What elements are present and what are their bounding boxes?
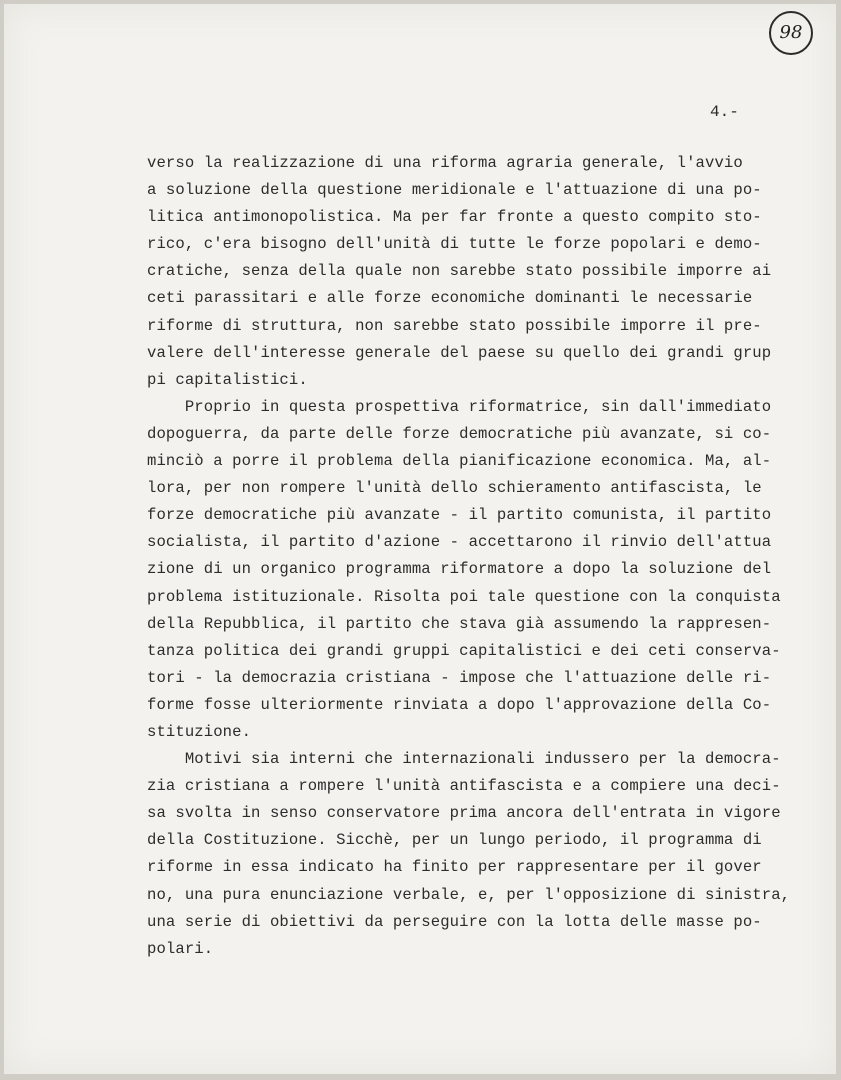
paragraph-2-line: forme fosse ulteriormente rinviata a dopo l'approvazione della Co- [147, 695, 772, 714]
paragraph-2-line: forze democratiche più avanzate - il partito comunista, il partito [147, 506, 772, 525]
paragraph-2-line: tanza politica dei grandi gruppi capitalistici e dei ceti conserva- [147, 641, 781, 660]
paragraph-2-line: dopoguerra, da parte delle forze democratiche più avanzate, si co- [147, 424, 772, 443]
paragraph-3-line: sa svolta in senso conservatore prima ancora dell'entrata in vigore [147, 804, 781, 823]
paragraph-1-line: cratiche, senza della quale non sarebbe stato possibile imporre ai [147, 262, 772, 281]
paragraph-1-line: ceti parassitari e alle forze economiche dominanti le necessarie [147, 289, 753, 308]
paragraph-2-line: della Repubblica, il partito che stava già assumendo la rappresen- [147, 614, 772, 633]
page-number: 4.- [710, 103, 739, 121]
paragraph-3-line: Motivi sia interni che internazionali indussero per la democra- [147, 750, 781, 769]
paragraph-2-line: stituzione. [147, 722, 252, 741]
paragraph-2-line: problema istituzionale. Risolta poi tale questione con la conquista [147, 587, 781, 606]
paragraph-1-line: litica antimonopolistica. Ma per far fronte a questo compito sto- [147, 208, 762, 227]
paragraph-3-line: riforme in essa indicato ha finito per rappresentare per il gover [147, 858, 762, 877]
paragraph-3-line: zia cristiana a rompere l'unità antifascista e a compiere una deci- [147, 777, 781, 796]
paragraph-2-line: minciò a porre il problema della pianificazione economica. Ma, al- [147, 452, 772, 471]
paragraph-2-line: socialista, il partito d'azione - accettarono il rinvio dell'attua [147, 533, 772, 552]
paragraph-2-line: zione di un organico programma riformatore a dopo la soluzione del [147, 560, 772, 579]
paragraph-1-line: a soluzione della questione meridionale e l'attuazione di una po- [147, 181, 762, 200]
paragraph-2-line: lora, per non rompere l'unità dello schieramento antifascista, le [147, 479, 762, 498]
paragraph-1-line: rico, c'era bisogno dell'unità di tutte le forze popolari e demo- [147, 235, 762, 254]
document-body [147, 150, 822, 963]
paragraph-3-line: polari. [147, 939, 214, 958]
paragraph-3-line: della Costituzione. Sicchè, per un lungo periodo, il programma di [147, 831, 762, 850]
folio-handwritten-mark: 98 [769, 11, 813, 55]
paragraph-1-line: verso la realizzazione di una riforma agraria generale, l'avvio [147, 154, 743, 172]
paragraph-2-line: tori - la democrazia cristiana - impose che l'attuazione delle ri- [147, 668, 772, 687]
paragraph-1-line: pi capitalistici. [147, 370, 308, 389]
paragraph-1-line: riforme di struttura, non sarebbe stato possibile imporre il pre- [147, 316, 762, 335]
paragraph-2-line: Proprio in questa prospettiva riformatrice, sin dall'immediato [147, 397, 772, 416]
paragraph-1-line: valere dell'interesse generale del paese su quello dei grandi grup [147, 343, 772, 362]
paragraph-3-line: una serie di obiettivi da perseguire con la lotta delle masse po- [147, 912, 762, 931]
paragraph-3-line: no, una pura enunciazione verbale, e, per l'opposizione di sinistra, [147, 885, 791, 904]
